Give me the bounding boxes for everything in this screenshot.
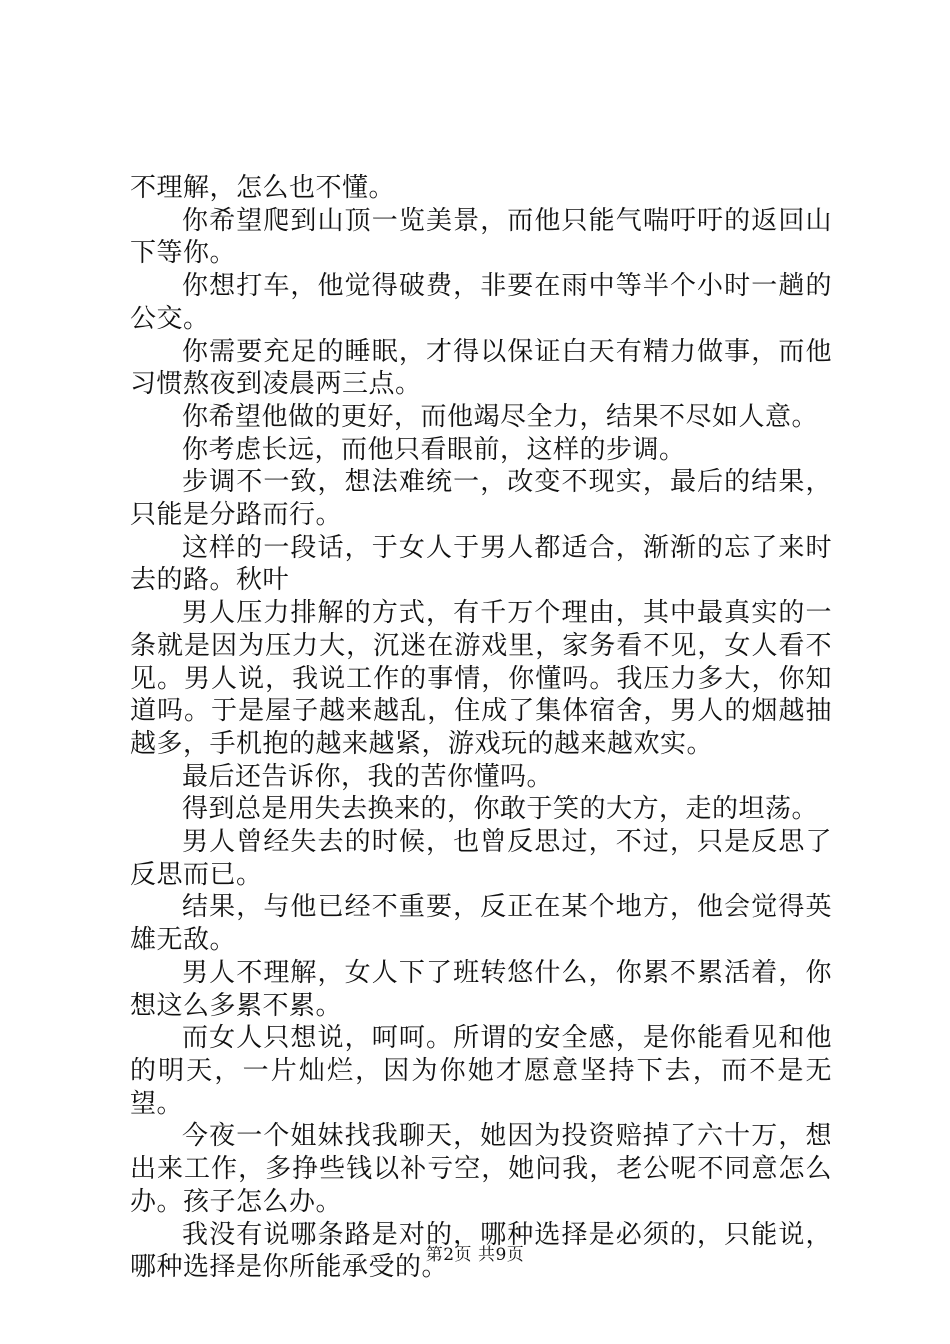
paragraph: 男人不理解，女人下了班转悠什么，你累不累活着，你想这么多累不累。 (130, 957, 832, 1021)
paragraph: 男人压力排解的方式，有千万个理由，其中最真实的一条就是因为压力大，沉迷在游戏里，家务看不见，女人看不见。男人说，我说工作的事情，你懂吗。我压力多大，你知道吗。于是屋子越来越乱，住成了集体宿舍，男人的烟越抽越多，手机抱的越来越紧，游戏玩的越来越欢实。 (130, 598, 832, 759)
paragraph: 男人曾经失去的时候，也曾反思过，不过，只是反思了反思而已。 (130, 827, 832, 890)
paragraph: 今夜一个姐妹找我聊天，她因为投资赔掉了六十万，想出来工作，多挣些钱以补亏空，她问我，老公呢不同意怎么办。孩子怎么办。 (130, 1121, 832, 1217)
paragraph: 而女人只想说，呵呵。所谓的安全感，是你能看见和他的明天，一片灿烂，因为你她才愿意坚持下去，而不是无望。 (130, 1023, 832, 1119)
paragraph: 步调不一致，想法难统一，改变不现实，最后的结果，只能是分路而行。 (130, 467, 832, 531)
paragraph: 你想打车，他觉得破费，非要在雨中等半个小时一趟的公交。 (130, 271, 832, 334)
paragraph: 你需要充足的睡眠，才得以保证白天有精力做事，而他习惯熬夜到凌晨两三点。 (130, 336, 832, 400)
paragraph: 你希望他做的更好，而他竭尽全力，结果不尽如人意。 (182, 401, 819, 432)
paragraph: 不理解，怎么也不懂。 (130, 173, 396, 203)
document-body (130, 172, 832, 1284)
paragraph: 得到总是用失去换来的，你敢于笑的大方，走的坦荡。 (182, 794, 819, 825)
paragraph: 你考虑长远，而他只看眼前，这样的步调。 (182, 434, 686, 465)
paragraph: 你希望爬到山顶一览美景，而他只能气喘吁吁的返回山下等你。 (130, 205, 832, 269)
paragraph: 最后还告诉你，我的苦你懂吗。 (182, 761, 554, 792)
paragraph: 我没有说哪条路是对的，哪种选择是必须的，只能说，哪种选择是你所能承受的。 (130, 1219, 832, 1283)
page-number-footer: 第2页 共9页 (425, 1245, 525, 1265)
paragraph: 这样的一段话，于女人于男人都适合，渐渐的忘了来时去的路。秋叶 (130, 532, 832, 596)
paragraph: 结果，与他已经不重要，反正在某个地方，他会觉得英雄无敌。 (130, 892, 832, 956)
